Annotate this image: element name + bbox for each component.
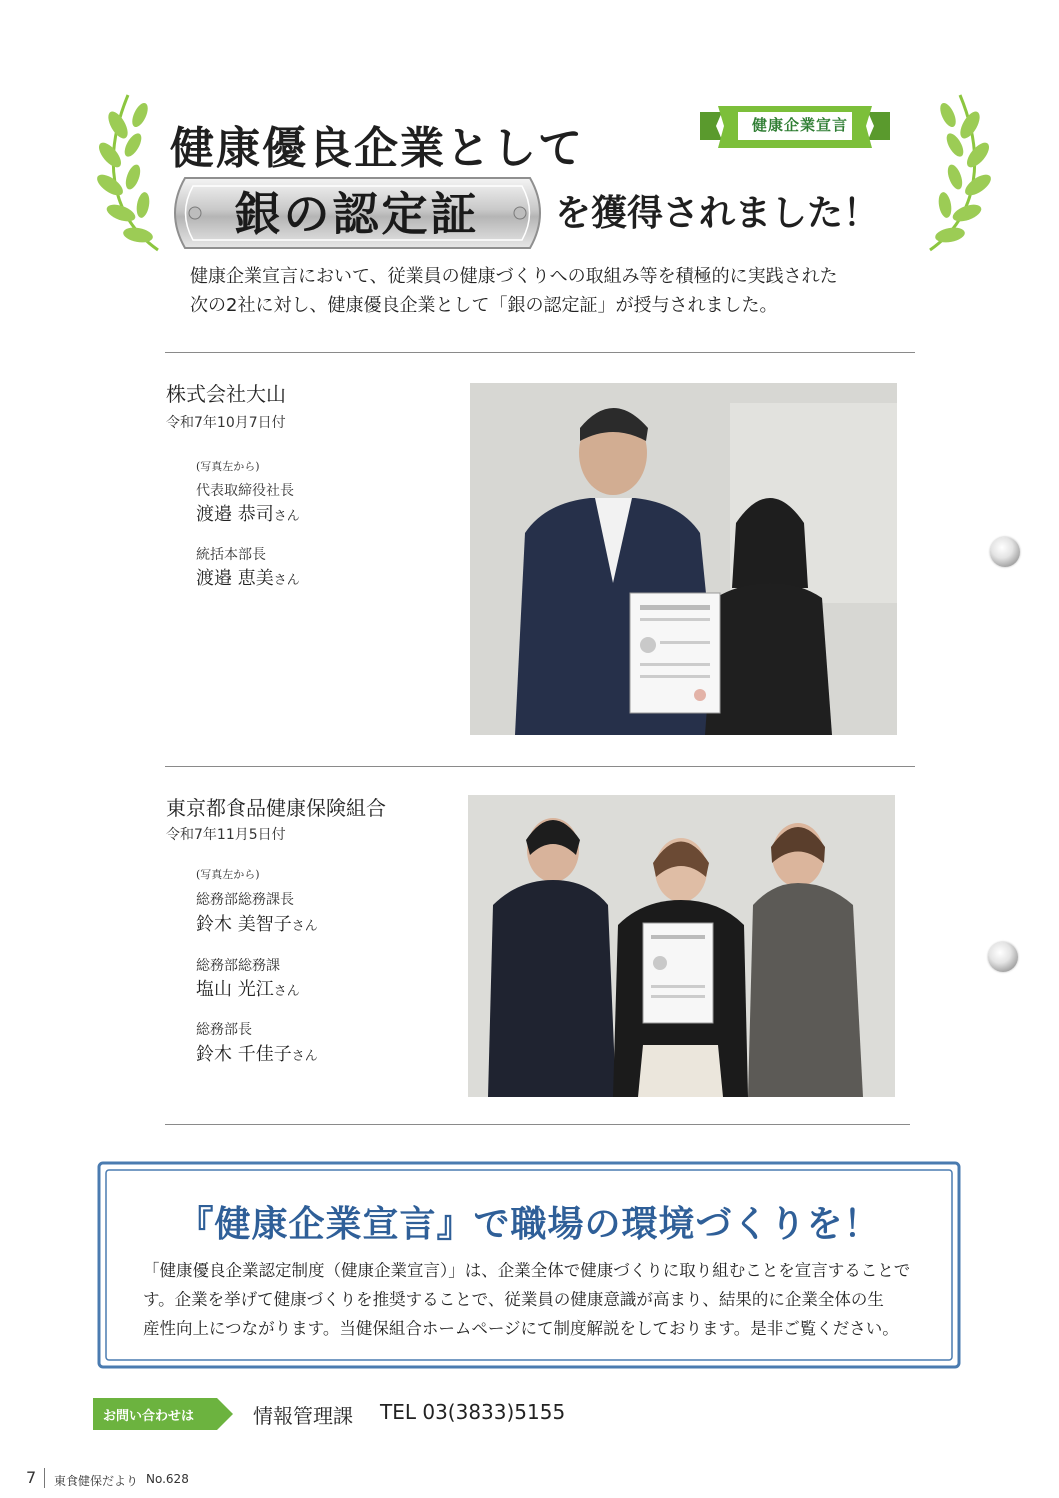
person-name xyxy=(196,500,300,526)
page-number: 7 xyxy=(26,1468,37,1487)
honorific: さん xyxy=(291,1049,318,1064)
laurel-right-icon xyxy=(900,85,1000,255)
award-date: 令和7年11月5日付 xyxy=(166,827,286,843)
person-title: 総務部長 xyxy=(196,1022,252,1038)
award-date: 令和7年10月7日付 xyxy=(166,415,286,431)
contact-department: 情報管理課 xyxy=(253,1404,353,1428)
binder-hole-icon xyxy=(990,537,1020,567)
headline-line2: を獲得されました！ xyxy=(555,192,880,234)
person-title: 代表取締役社長 xyxy=(196,483,294,499)
footer-divider xyxy=(44,1468,45,1488)
info-line: 「健康優良企業認定制度（健康企業宣言）」は、企業全体で健康づくりに取り組むことを宣言することで xyxy=(143,1261,911,1280)
person-title: 統括本部長 xyxy=(196,547,266,563)
person-name-text: 渡邉 恭司 xyxy=(196,504,274,525)
info-body xyxy=(143,1256,923,1343)
headline-line1: 健康優良企業として xyxy=(170,123,584,174)
info-title: 『健康企業宣言』で職場の環境づくりを！ xyxy=(177,1204,881,1245)
intro-text xyxy=(190,262,910,320)
person-name-text: 鈴木 千佳子 xyxy=(196,1044,292,1065)
contact-phone: TEL 03(3833)5155 xyxy=(380,1400,566,1424)
company-photo xyxy=(470,383,897,735)
intro-line: 次の2社に対し、健康優良企業として「銀の認定証」が授与されました。 xyxy=(190,295,778,316)
issue-number: No.628 xyxy=(146,1472,189,1486)
person-name-text: 渡邉 恵美 xyxy=(196,568,274,589)
company-photo xyxy=(468,795,895,1097)
person-name-text: 塩山 光江 xyxy=(196,979,274,1000)
info-line: す。企業を挙げて健康づくりを推奨することで、従業員の健康意識が高まり、結果的に企業全体の生 xyxy=(143,1290,884,1309)
intro-line: 健康企業宣言において、従業員の健康づくりへの取組み等を積極的に実践された xyxy=(190,266,838,287)
badge-label: 健康企業宣言 xyxy=(751,116,848,134)
honorific: さん xyxy=(273,984,300,999)
person-name-text: 鈴木 美智子 xyxy=(196,914,292,935)
divider xyxy=(165,1124,910,1125)
person-name xyxy=(196,910,318,936)
company-name: 東京都食品健康保険組合 xyxy=(166,796,386,820)
person-title: 総務部総務課長 xyxy=(196,892,294,908)
headline-plate-text: 銀の認定証 xyxy=(234,187,480,241)
divider xyxy=(165,766,915,767)
person-name xyxy=(196,1040,318,1066)
info-line: 産性向上につながります。当健保組合ホームページにて制度解説をしております。是非ご覧ください。 xyxy=(143,1319,899,1338)
photo-note: (写真左から) xyxy=(196,868,260,881)
divider xyxy=(165,352,915,353)
publication-name: 東食健保だより xyxy=(54,1474,139,1488)
honorific: さん xyxy=(273,573,300,588)
person-name xyxy=(196,564,300,590)
honorific: さん xyxy=(273,509,300,524)
person-title: 総務部総務課 xyxy=(196,958,280,974)
contact-label: お問い合わせは xyxy=(103,1409,195,1424)
company-name: 株式会社大山 xyxy=(166,382,286,406)
person-name xyxy=(196,975,300,1001)
binder-hole-icon xyxy=(988,942,1018,972)
honorific: さん xyxy=(291,919,318,934)
photo-note: (写真左から) xyxy=(196,460,260,473)
